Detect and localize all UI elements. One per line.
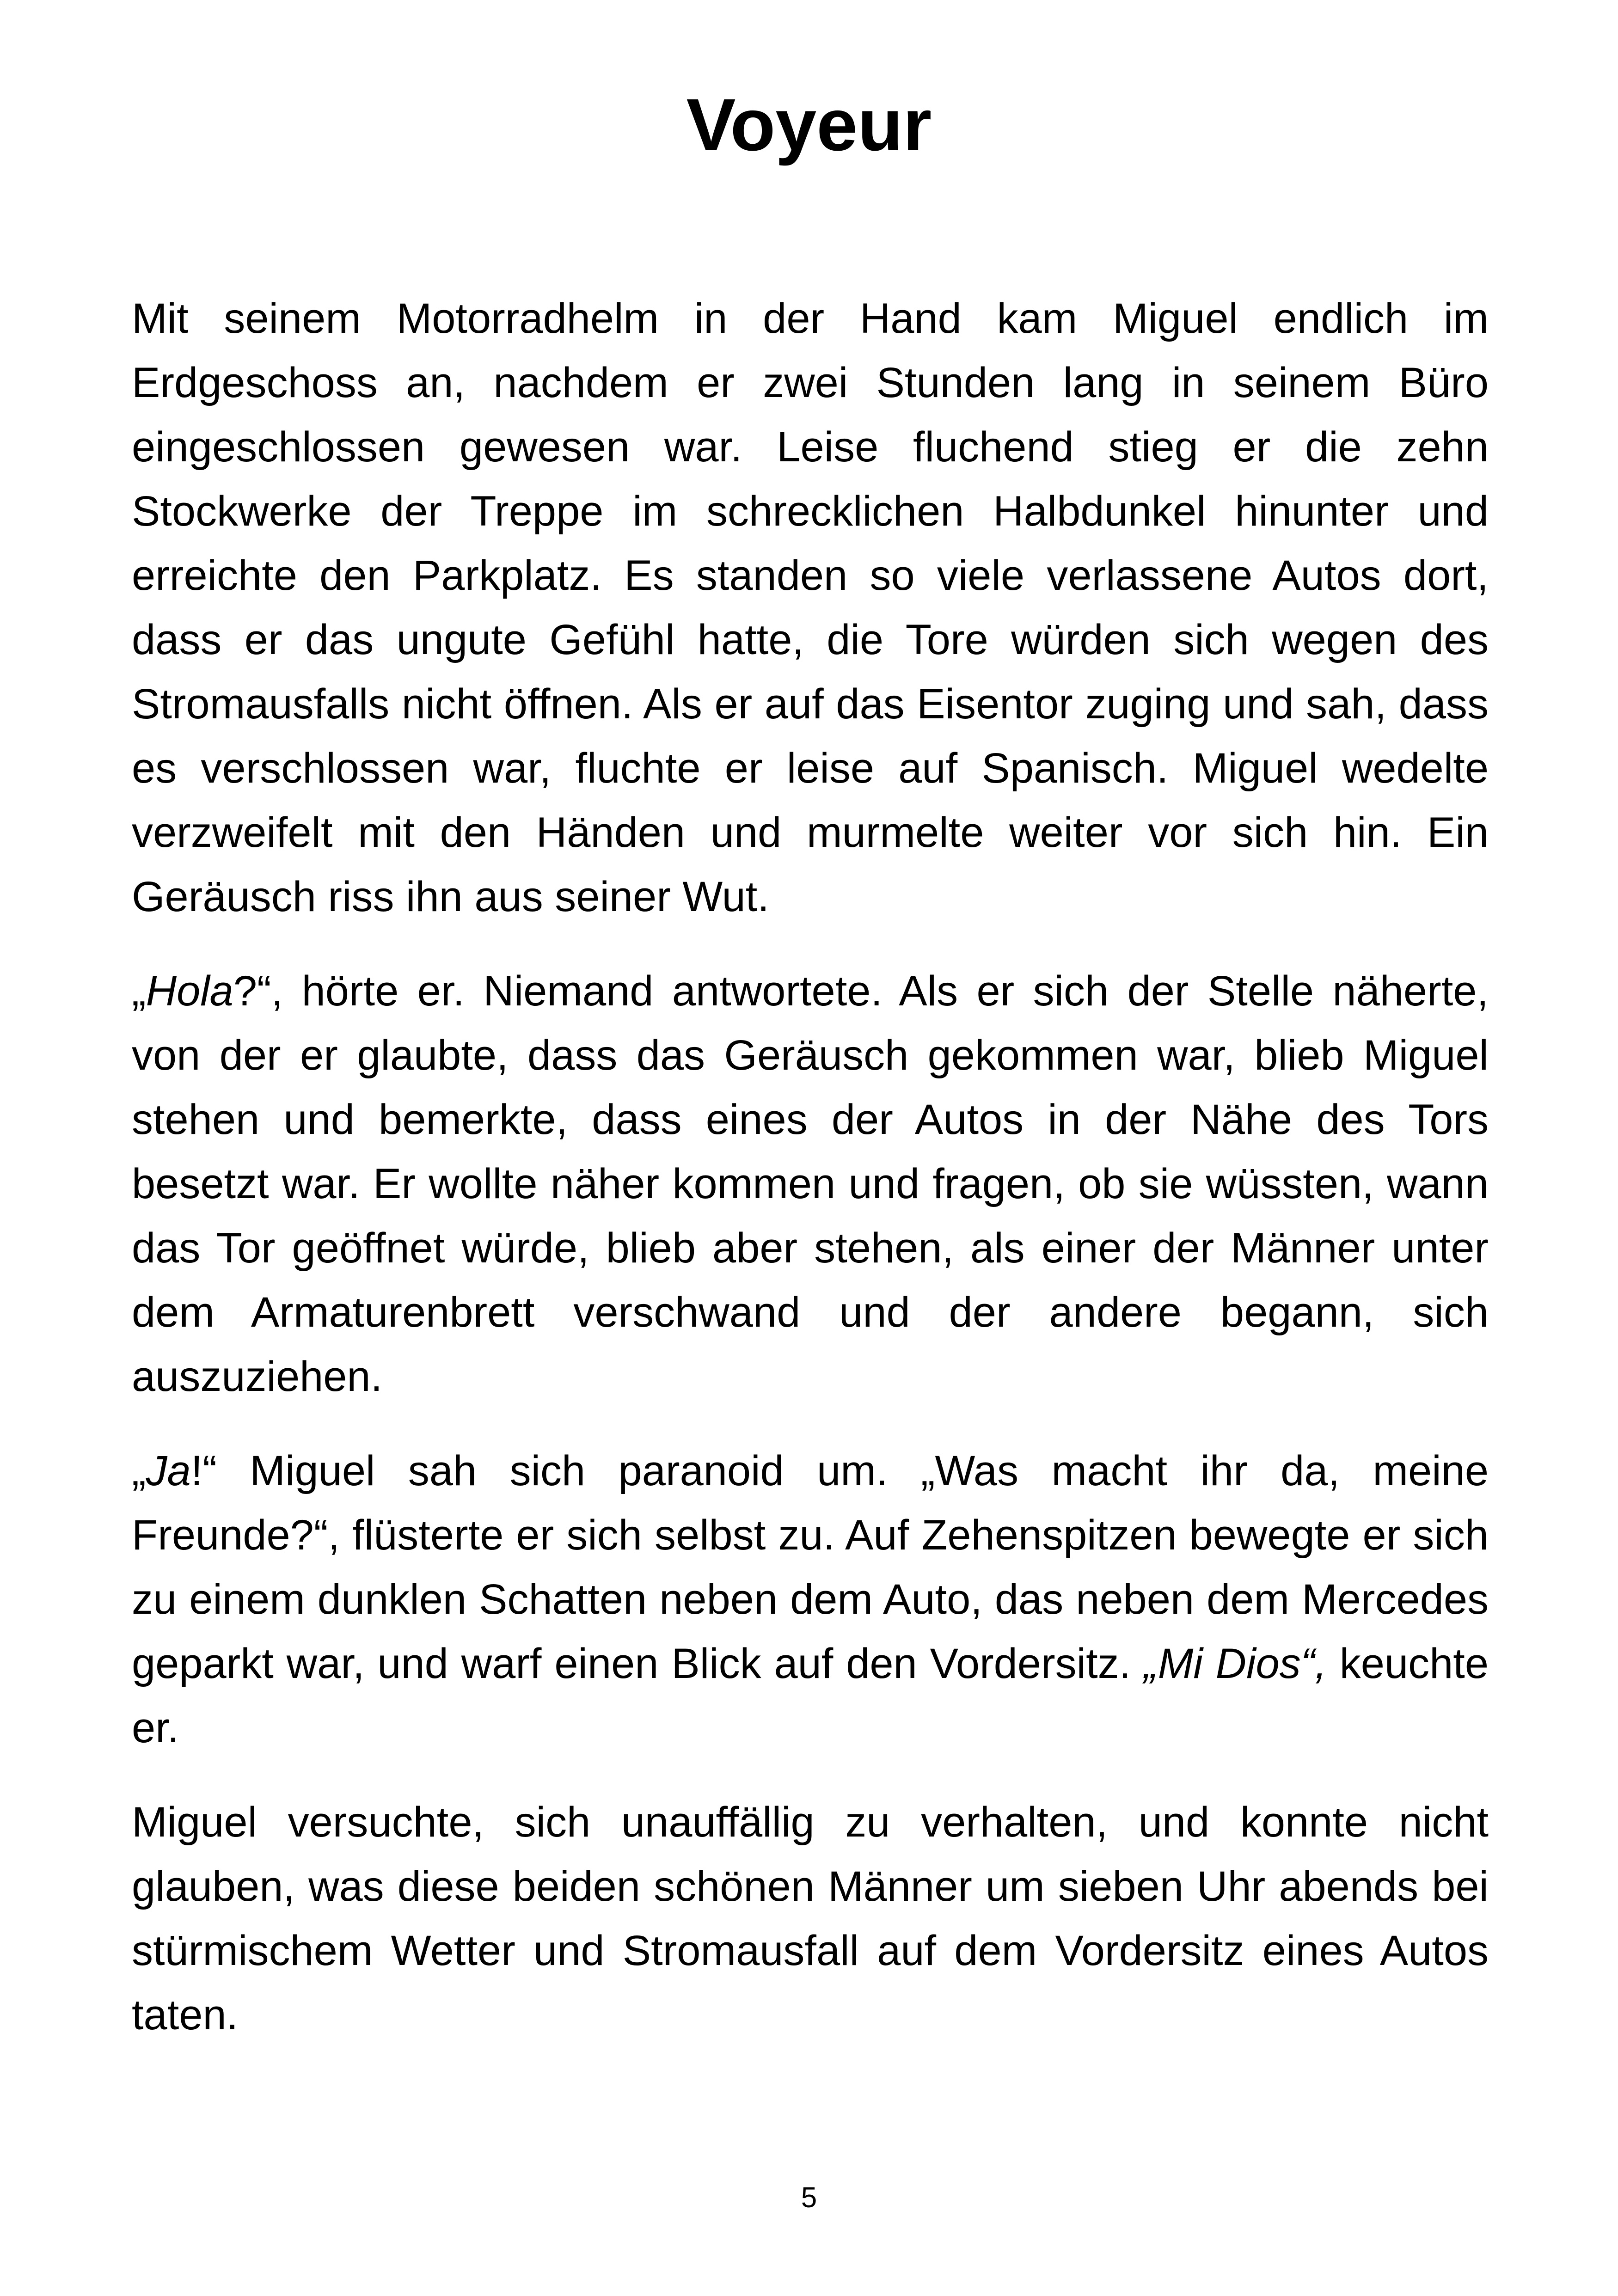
italic-word-hola: Hola — [146, 967, 233, 1015]
paragraph-text: Mit seinem Motorradhelm in der Hand kam Miguel endlich im Erdgeschoss an, nachdem er zwei Stunden lang in seinem Büro eingeschlossen gewesen war. Leise fluchend stieg er die zehn Stockwerke der Treppe im schrecklichen Halbdunkel hinunter und erreichte den Parkplatz. Es standen so viele verlassene Autos dort, dass er das ungute Gefühl hatte, die Tore würden sich wegen des Stromausfalls nicht öffnen. Als er auf das Eisentor zuging und sah, dass es verschlossen war, fluchte er leise auf Spanisch. Miguel wedelte verzweifelt mit den Händen und murmelte weiter vor sich hin. Ein Geräusch riss ihn aus seiner Wut. — [132, 295, 1489, 920]
italic-word-ja: Ja — [146, 1447, 191, 1494]
opening-quote: „ — [132, 967, 146, 1015]
paragraph-1 — [132, 287, 1489, 929]
paragraph-text-end: keuchte er. — [132, 1640, 1489, 1751]
paragraph-text: ?“, hörte er. Niemand antwortete. Als er sich der Stelle näherte, von der er glaubte, dass das Geräusch gekommen war, blieb Miguel stehen und bemerkte, dass eines der Autos in der Nähe des Tors besetzt war. Er wollte näher kommen und fragen, ob sie wüssten, wann das Tor geöffnet würde, blieb aber stehen, als einer der Männer unter dem Armaturenbrett verschwand und der andere begann, sich auszuziehen. — [132, 967, 1489, 1400]
page-number: 5 — [801, 2182, 817, 2214]
italic-phrase-mi-dios: „Mi Dios“, — [1144, 1640, 1327, 1687]
story-body — [132, 287, 1489, 2077]
paragraph-text: !“ Miguel sah sich paranoid um. „Was macht ihr da, meine Freunde?“, flüsterte er sich selbst zu. Auf Zehenspitzen bewegte er sich zu einem dunklen Schatten neben dem Auto, das neben dem Mercedes geparkt war, und warf einen Blick auf den Vordersitz. — [132, 1447, 1489, 1687]
paragraph-3 — [132, 1439, 1489, 1760]
opening-quote: „ — [132, 1447, 146, 1494]
paragraph-text: Miguel versuchte, sich unauffällig zu verhalten, und konnte nicht glauben, was diese beiden schönen Männer um sieben Uhr abends bei stürmischem Wetter und Stromausfall auf dem Vordersitz eines Autos taten. — [132, 1799, 1489, 2039]
page-title: Voyeur — [686, 83, 932, 166]
paragraph-2 — [132, 959, 1489, 1409]
paragraph-4 — [132, 1790, 1489, 2047]
